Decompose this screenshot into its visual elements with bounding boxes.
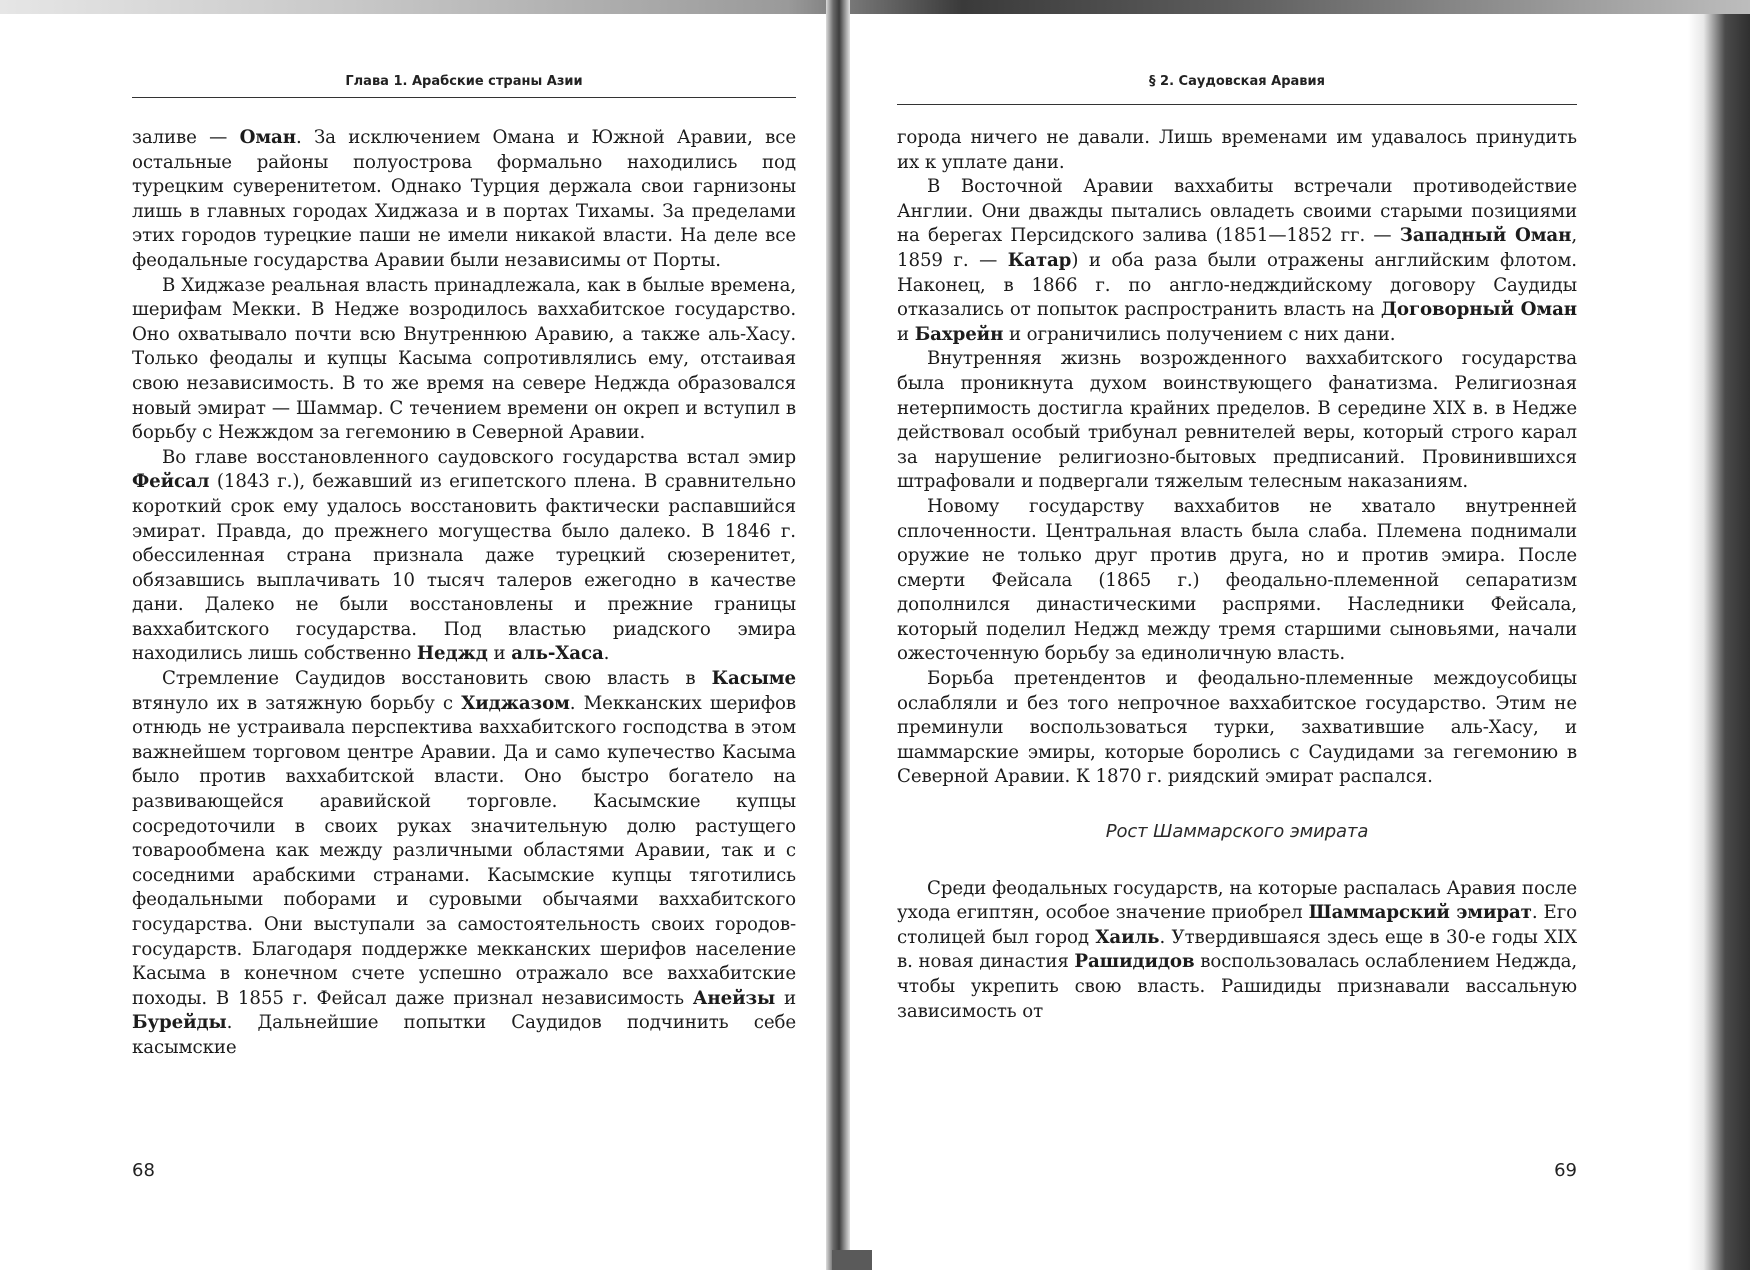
text-run: заливе —: [132, 127, 240, 148]
running-head-right: § 2. Саудовская Аравия: [1149, 74, 1325, 89]
text-run: .: [603, 643, 610, 665]
bold-term: Анейзы: [692, 987, 776, 1009]
text-run: В Восточной Аравии ваххабиты встречали противодействие Англии. Они дважды пытались овладеть своими старыми позициями на берегах Персидского залива (1851—1852 гг. —: [897, 176, 1577, 247]
text-run: . За исключением Омана и Южной Аравии, все остальные районы полуострова формально находились под турецким суверенитетом. Однако Турция держала свои гарнизоны лишь в главных городах Хиджаза и в портах Тихамы. За пределами этих городов турецкие паши не имели никакой власти. На деле все феодальные государства Аравии были независимы от Порты.: [132, 127, 797, 271]
text-run: Борьба претендентов и феодально-племенные междоусобицы ослабляли и без того непрочное ваххабитское государство. Этим не преминули воспользоваться турки, захватившие аль-Хасу, и шаммарские эмиры, которые боролись с Саудидами за гегемонию в Северной Аравии. К 1870 г. риядский эмират распался.: [897, 668, 1577, 788]
text-run: и ограничились получением с них дани.: [1003, 323, 1396, 345]
section-subheading: Рост Шаммарского эмирата: [1105, 821, 1369, 843]
page-number-right: 69: [1554, 1160, 1577, 1181]
text-run: . Его столицей был город: [897, 902, 1577, 948]
book-spine: [826, 0, 850, 1270]
bold-term: Бурейды: [132, 1012, 227, 1034]
text-run: воспользовалась ослаблением Неджда, чтобы укрепить свою власть. Рашидиды признавали вассальную зависимость от: [897, 951, 1577, 1022]
paragraph: [132, 446, 796, 667]
header-rule-left: [132, 97, 796, 98]
right-body-before: [897, 126, 1577, 790]
text-run: . Мекканских шерифов отнюдь не устраивала перспектива ваххабитского господства в этом важнейшем торговом центре Аравии. Да и само купечество Касыма было против ваххабитской власти. Оно быстро богатело на развивающейся аравийской торговле. Касымские купцы сосредоточили в своих руках значительную долю растущего товарообмена как между различными областями Аравии, так и с соседними арабскими странами. Касымские купцы тяготились феодальными поборами и суровыми обычаями ваххабитского государства. Они выступали за самостоятельность своих городов-государств. Благодаря поддержке мекканских шерифов население Касыма в конечном счете успешно отражало все ваххабитские походы. В 1855 г. Фейсал даже признал независимость: [132, 692, 796, 1009]
page-number-left: 68: [132, 1160, 155, 1181]
paragraph: [897, 347, 1577, 495]
bold-term: Рашидидов: [1074, 951, 1195, 973]
text-run: и: [487, 643, 512, 665]
paragraph: [897, 495, 1577, 667]
text-run: Новому государству ваххабитов не хватало внутренней сплоченности. Центральная власть была слаба. Племена поднимали оружие не только друг против друга, но и против эмира. После смерти Фейсала (1865 г.) феодально-племенной сепаратизм дополнился династическими распрями. Наследники Фейсала, который поделил Неджд между тремя старшими сыновьями, начали ожесточенную борьбу за единоличную власть.: [897, 495, 1577, 665]
text-run: и: [897, 323, 915, 345]
paragraph: [132, 667, 796, 1061]
text-run: Среди феодальных государств, на которые распалась Аравия после ухода египтян, особое значение приобрел: [897, 877, 1577, 924]
running-head-left: Глава 1. Арабские страны Азии: [345, 74, 583, 89]
bold-term: Фейсал: [132, 471, 210, 493]
left-page-body: [132, 126, 796, 1061]
bold-term: Хаиль: [1095, 926, 1160, 948]
paragraph: [897, 126, 1577, 175]
bold-term: Западный Оман: [1399, 225, 1572, 247]
paragraph: [897, 667, 1577, 790]
bold-term: Касыме: [711, 668, 796, 690]
bold-term: Бахрейн: [914, 323, 1004, 345]
right-page: [897, 0, 1577, 1270]
page-edge-shadow: [1688, 14, 1750, 1270]
header-rule-right: [897, 104, 1577, 105]
text-run: . Утвердившаяся здесь еще в 30-е годы XIX в. новая династия: [897, 926, 1577, 973]
text-run: Внутренняя жизнь возрожденного ваххабитского государства была проникнута духом воинствующего фанатизма. Религиозная нетерпимость достигла крайних пределов. В середине XIX в. в Недже действовал особый трибунал ревнителей веры, который строго карал за нарушение религиозно-бытовых предписаний. Провинившихся штрафовали и подвергали тяжелым телесным наказаниям.: [897, 348, 1577, 493]
bold-term: Шаммарский эмират: [1308, 902, 1532, 924]
paragraph: [132, 274, 796, 446]
text-run: , 1859 г. —: [897, 225, 1577, 271]
bold-term: Катар: [1007, 249, 1072, 271]
paragraph: [897, 877, 1577, 1025]
text-run: . Дальнейшие попытки Саудидов подчинить себе касымские: [132, 1012, 796, 1058]
right-body-after: [897, 877, 1577, 1025]
bold-term: аль-Хаса: [511, 643, 604, 665]
text-run: В Хиджазе реальная власть принадлежала, как в былые времена, шерифам Мекки. В Недже возродилось ваххабитское государство. Оно охватывало почти всю Внутреннюю Аравию, а также аль-Хасу. Только феодалы и купцы Касыма сопротивлялись ему, отстаивая свою независимость. В то же время на севере Неджда образовался новый эмират — Шаммар. С течением времени он окреп и вступил в борьбу с Нежждом за гегемонию в Северной Аравии.: [132, 274, 796, 444]
spine-shadow: [832, 1250, 872, 1270]
left-page: [132, 0, 796, 1270]
text-run: (1843 г.), бежавший из египетского плена. В сравнительно короткий срок ему удалось восстановить фактически распавшийся эмират. Правда, до прежнего могущества было далеко. В 1846 г. обессиленная страна признала даже турецкий сюзеренитет, обязавшись выплачивать 10 тысяч талеров ежегодно в качестве дани. Далеко не были восстановлены и прежние границы ваххабитского государства. Под властью риадского эмира находились лишь собственно: [132, 471, 796, 665]
bold-term: Договорный Оман: [1380, 299, 1578, 321]
text-run: города ничего не давали. Лишь временами им удавалось принудить их к уплате дани.: [897, 127, 1577, 173]
paragraph: [897, 175, 1577, 347]
bold-term: Хиджазом: [461, 692, 570, 714]
right-page-body: [897, 126, 1577, 1024]
bold-term: Оман: [239, 127, 296, 148]
text-run: втянуло их в затяжную борьбу с: [132, 692, 462, 714]
text-run: Стремление Саудидов восстановить свою власть в: [162, 668, 712, 690]
paragraph: [132, 126, 796, 274]
text-run: ) и оба раза были отражены английским флотом. Наконец, в 1866 г. по англо-недждийскому договору Саудиды отказались от попыток распространить власть на: [897, 249, 1577, 321]
text-run: Во главе восстановленного саудовского государства встал эмир: [162, 446, 796, 468]
bold-term: Неджд: [416, 643, 488, 665]
text-run: и: [775, 987, 796, 1009]
